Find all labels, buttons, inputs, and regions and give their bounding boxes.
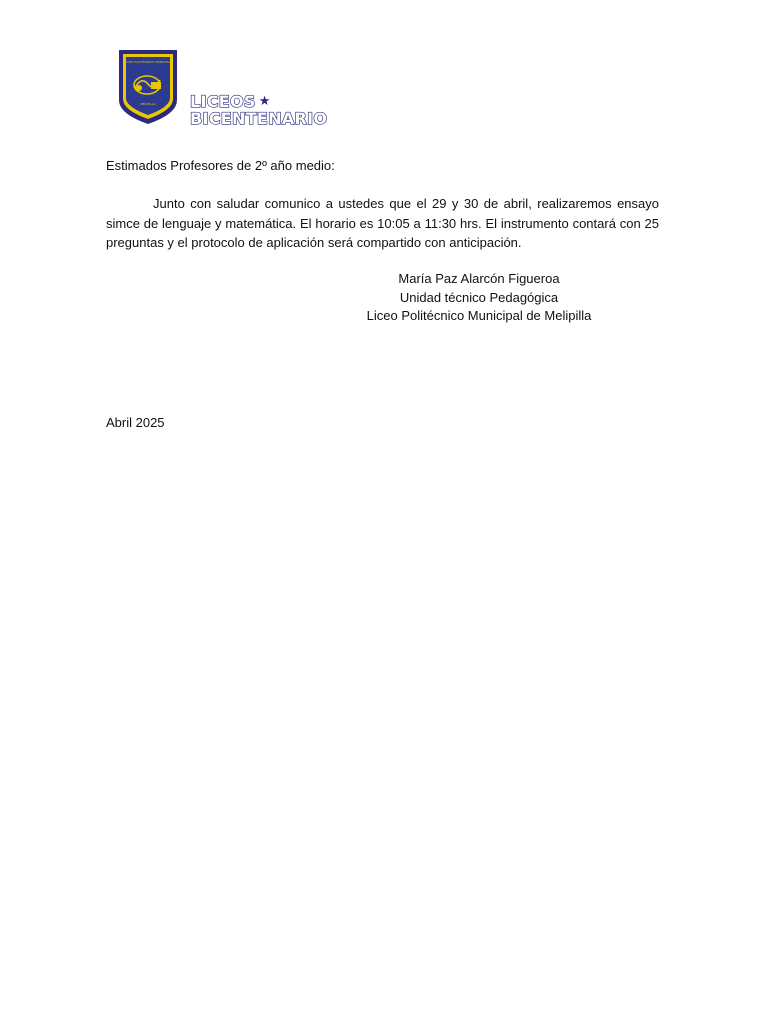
signature-name: María Paz Alarcón Figueroa [398, 271, 560, 286]
letter-greeting: Estimados Profesores de 2º año medio: [106, 158, 335, 173]
signature-unit: Unidad técnico Pedagógica [399, 289, 559, 305]
letter-date: Abril 2025 [106, 415, 165, 430]
signature-institution: Liceo Politécnico Municipal de Melipilla [366, 308, 592, 323]
letter-body: Junto con saludar comunico a ustedes que el 29 y 30 de abril, realizaremos ensayo simce de lenguaje y matemática. El horario es 10:05 a 11:30 hrs. El instrumento contará con 25 preguntas y el protocolo de aplicación será compartido con anticipación. [106, 196, 659, 250]
brand-line-1 [190, 93, 327, 110]
crest-text-bottom: MELIPILLA [140, 102, 156, 106]
brand-liceos-text: LICEOS [190, 92, 256, 111]
school-logo [117, 48, 332, 128]
star-icon: ★ [258, 94, 271, 109]
signature-block [330, 270, 628, 326]
brand-wordmark [190, 93, 327, 127]
brand-line-2: BICENTENARIO [190, 109, 328, 128]
crest-text-top: LICEO POLITÉCNICO MUNICIPAL [124, 60, 172, 64]
school-crest-icon [117, 48, 179, 126]
